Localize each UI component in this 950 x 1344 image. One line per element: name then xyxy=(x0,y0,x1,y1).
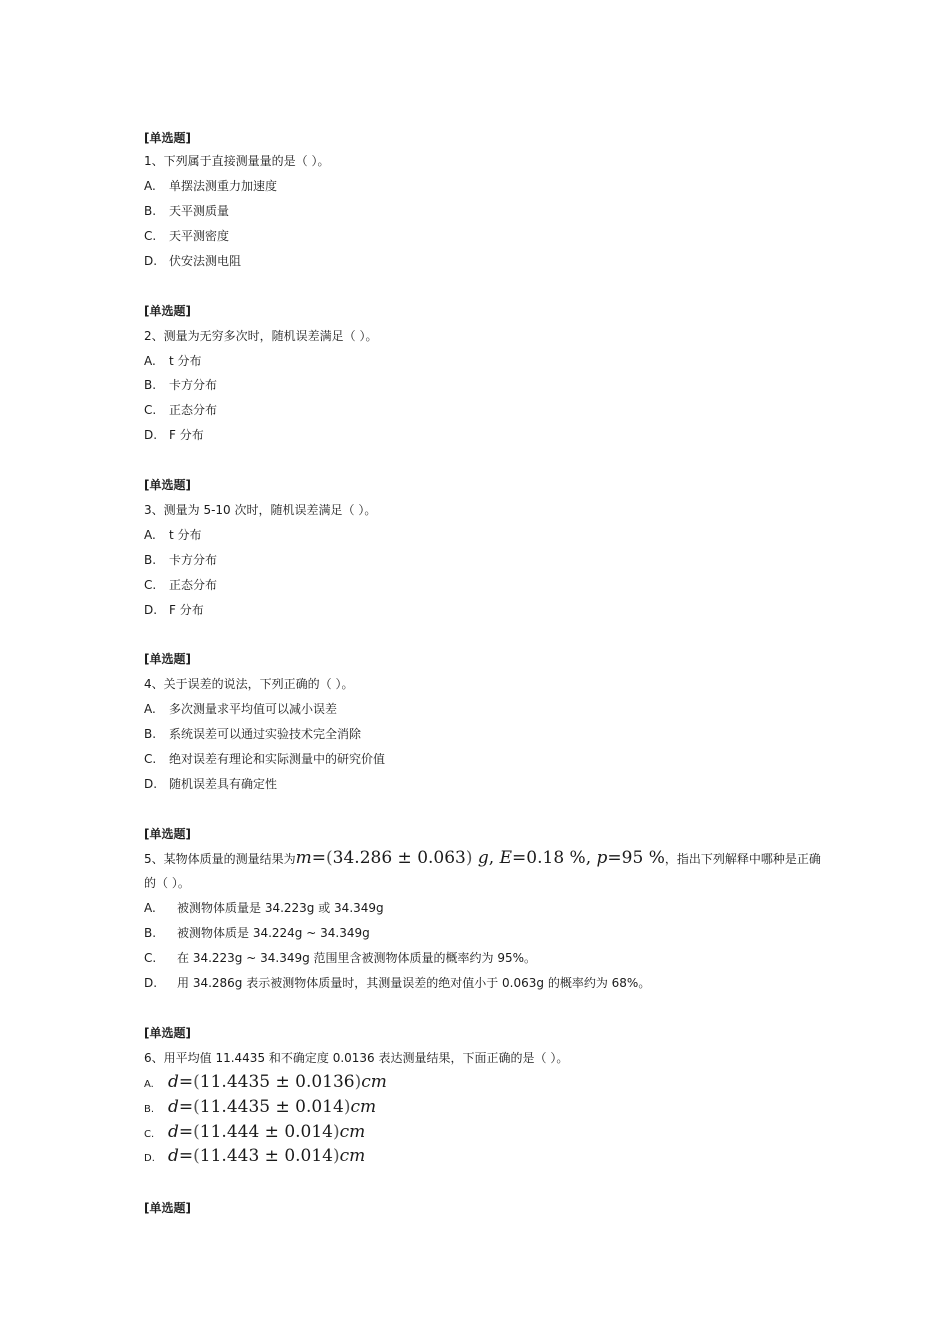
question-stem: 1、下列属于直接测量量的是（ ）。 xyxy=(144,154,330,168)
option-a xyxy=(144,178,277,194)
math-value: 11.443 ± 0.014 xyxy=(199,1146,333,1166)
question-type-tag: [单选题] xyxy=(144,1026,191,1040)
option-text: 正态分布 xyxy=(169,578,218,592)
option-c xyxy=(144,950,536,966)
math-unit: g xyxy=(477,848,489,868)
option-letter: A. xyxy=(144,702,156,716)
option-text: 单摆法测重力加速度 xyxy=(169,179,278,193)
option-letter: D. xyxy=(144,603,158,617)
math-value: 34.286 ± 0.063 xyxy=(332,848,466,868)
question-type-tag: [单选题] xyxy=(144,304,191,318)
math-variable: d xyxy=(168,1072,179,1092)
option-text: 卡方分布 xyxy=(169,378,218,392)
question-stem: 2、测量为无穷多次时，随机误差满足（ ）。 xyxy=(144,329,378,343)
math-value: 95 % xyxy=(621,848,665,868)
math-formula: m=(34.286 ± 0.063) g, E=0.18 %, p=95 % xyxy=(295,848,665,868)
option-d xyxy=(144,253,241,269)
stem-suffix: ，指出下列解释中哪种是正确 xyxy=(664,852,821,866)
option-a xyxy=(144,900,384,916)
math-formula: d=(11.4435 ± 0.0136)cm xyxy=(168,1072,387,1092)
option-letter: C. xyxy=(144,1129,155,1140)
option-letter: C. xyxy=(144,403,157,417)
option-text: 被测物体质是 34.224g ~ 34.349g xyxy=(177,926,370,940)
question-stem: 3、测量为 5-10 次时，随机误差满足（ ）。 xyxy=(144,503,377,517)
option-letter: B. xyxy=(144,378,157,392)
option-letter: A. xyxy=(144,528,156,542)
math-variable: d xyxy=(168,1122,179,1142)
option-d xyxy=(144,776,277,792)
option-text: 随机误差具有确定性 xyxy=(169,777,278,791)
question-stem xyxy=(144,848,821,869)
question-type-tag: [单选题] xyxy=(144,1201,191,1215)
option-letter: D. xyxy=(144,428,158,442)
option-letter: D. xyxy=(144,1153,155,1164)
option-letter: B. xyxy=(144,204,157,218)
option-d xyxy=(144,975,650,991)
math-variable: m xyxy=(295,848,312,868)
option-c xyxy=(144,1122,365,1145)
option-letter: A. xyxy=(144,354,156,368)
option-b xyxy=(144,925,370,941)
option-text: t 分布 xyxy=(169,528,202,542)
option-c xyxy=(144,402,217,418)
option-text: t 分布 xyxy=(169,354,202,368)
question-type-tag: [单选题] xyxy=(144,131,191,145)
math-unit: cm xyxy=(361,1072,387,1092)
option-letter: D. xyxy=(144,254,158,268)
option-text: 天平测质量 xyxy=(169,204,230,218)
question-type-tag: [单选题] xyxy=(144,478,191,492)
option-d xyxy=(144,602,204,618)
option-b xyxy=(144,552,217,568)
option-a xyxy=(144,353,202,369)
option-text: 卡方分布 xyxy=(169,553,218,567)
math-variable: p xyxy=(596,848,608,868)
option-letter: B. xyxy=(144,1104,155,1115)
option-c xyxy=(144,577,217,593)
math-value: 11.4435 ± 0.0136 xyxy=(199,1072,355,1092)
option-letter: A. xyxy=(144,901,156,915)
question-type-tag: [单选题] xyxy=(144,827,191,841)
math-variable: E xyxy=(499,848,513,868)
math-unit: cm xyxy=(339,1122,366,1142)
math-formula: d=(11.4435 ± 0.014)cm xyxy=(168,1097,377,1117)
option-text: 用 34.286g 表示被测物体质量时，其测量误差的绝对值小于 0.063g 的概率约为 68%。 xyxy=(177,976,651,990)
option-letter: A. xyxy=(144,1079,154,1090)
question-stem-continued: 的（ ）。 xyxy=(144,876,190,890)
math-variable: d xyxy=(168,1146,179,1166)
option-c xyxy=(144,751,385,767)
option-letter: B. xyxy=(144,727,157,741)
question-type-tag: [单选题] xyxy=(144,652,191,666)
option-b xyxy=(144,726,361,742)
option-letter: C. xyxy=(144,752,157,766)
option-letter: D. xyxy=(144,777,158,791)
option-b xyxy=(144,1097,376,1120)
option-a xyxy=(144,1072,387,1095)
option-d xyxy=(144,1146,365,1169)
option-letter: C. xyxy=(144,951,157,965)
math-formula: d=(11.443 ± 0.014)cm xyxy=(168,1146,366,1166)
math-value: 11.444 ± 0.014 xyxy=(199,1122,333,1142)
question-stem: 6、用平均值 11.4435 和不确定度 0.0136 表达测量结果，下面正确的是（ ）。 xyxy=(144,1051,569,1065)
math-variable: d xyxy=(168,1097,179,1117)
option-letter: D. xyxy=(144,976,158,990)
option-letter: C. xyxy=(144,229,157,243)
option-text: 系统误差可以通过实验技术完全消除 xyxy=(169,727,362,741)
math-value: 0.18 % xyxy=(526,848,586,868)
option-text: 正态分布 xyxy=(169,403,218,417)
option-text: 绝对误差有理论和实际测量中的研究价值 xyxy=(169,752,386,766)
option-c xyxy=(144,228,229,244)
option-letter: B. xyxy=(144,553,157,567)
option-a xyxy=(144,527,202,543)
option-letter: C. xyxy=(144,578,157,592)
option-text: 在 34.223g ~ 34.349g 范围里含被测物体质量的概率约为 95%。 xyxy=(177,951,537,965)
option-text: F 分布 xyxy=(169,603,204,617)
math-unit: cm xyxy=(350,1097,377,1117)
option-b xyxy=(144,377,217,393)
option-b xyxy=(144,203,229,219)
option-letter: A. xyxy=(144,179,156,193)
option-a xyxy=(144,701,337,717)
option-letter: B. xyxy=(144,926,157,940)
stem-prefix: 5、某物体质量的测量结果为 xyxy=(144,852,296,866)
option-text: 伏安法测电阻 xyxy=(169,254,242,268)
math-unit: cm xyxy=(339,1146,366,1166)
option-text: 被测物体质量是 34.223g 或 34.349g xyxy=(177,901,384,915)
question-stem: 4、关于误差的说法，下列正确的（ ）。 xyxy=(144,677,354,691)
math-formula: d=(11.444 ± 0.014)cm xyxy=(168,1122,366,1142)
math-value: 11.4435 ± 0.014 xyxy=(199,1097,344,1117)
option-text: 天平测密度 xyxy=(169,229,230,243)
option-d xyxy=(144,427,204,443)
option-text: 多次测量求平均值可以减小误差 xyxy=(169,702,338,716)
option-text: F 分布 xyxy=(169,428,204,442)
